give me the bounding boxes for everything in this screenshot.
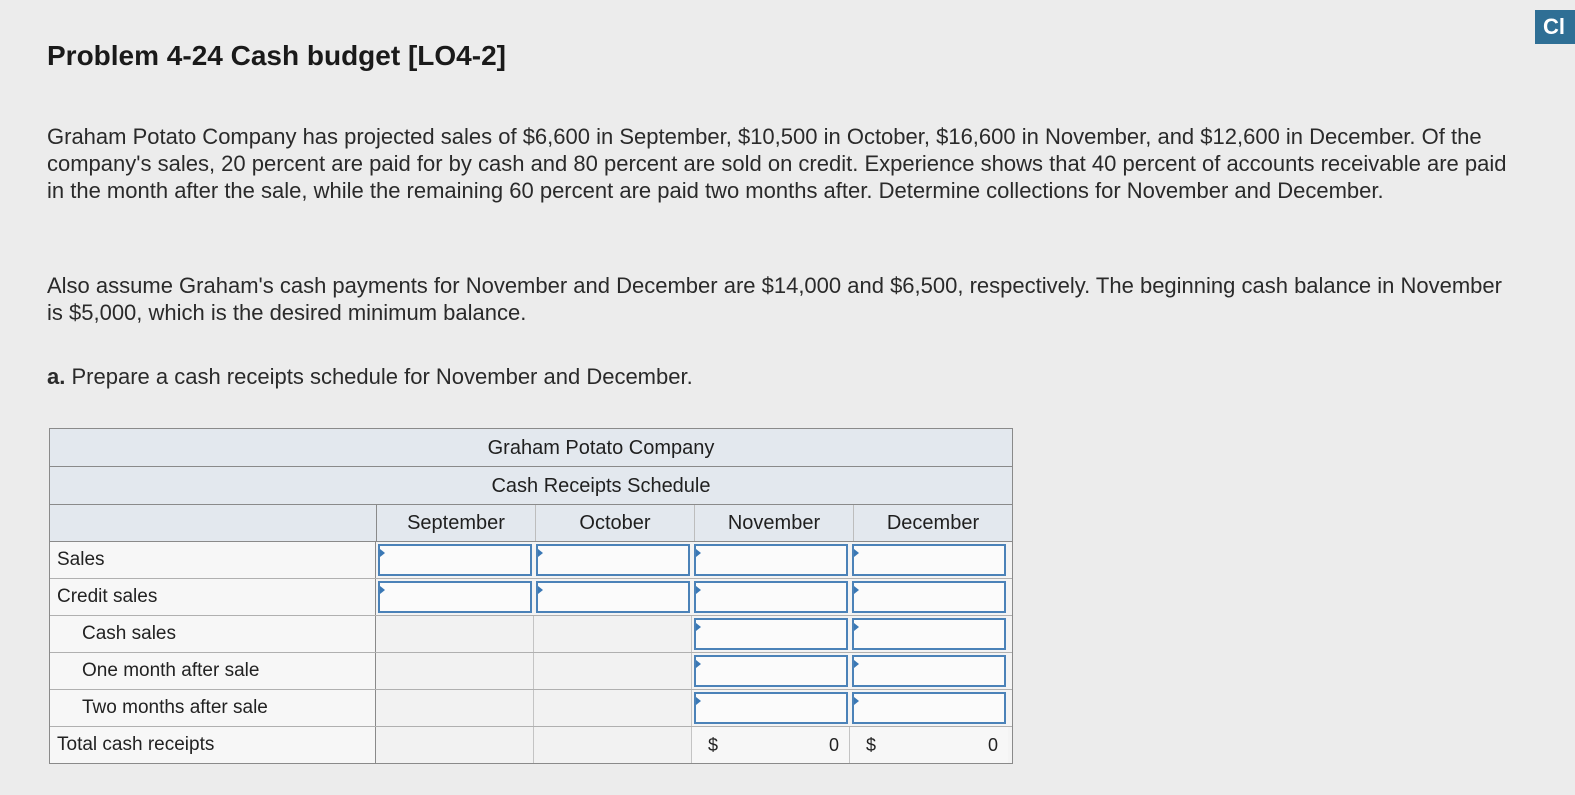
currency-symbol: $	[708, 734, 719, 755]
total-amount: 0	[987, 734, 998, 755]
row-label: Two months after sale	[50, 690, 376, 726]
one-month-december-input[interactable]	[852, 655, 1006, 687]
row-sales	[50, 542, 1012, 579]
total-october-cell	[534, 727, 692, 763]
total-november-value	[692, 727, 850, 763]
currency-symbol: $	[866, 734, 877, 755]
part-a-marker: a.	[47, 364, 66, 389]
cash-receipts-schedule	[49, 428, 1013, 764]
row-label: Sales	[50, 542, 376, 578]
row-credit-sales	[50, 579, 1012, 616]
header-stub	[50, 505, 377, 541]
row-two-months-after	[50, 690, 1012, 727]
row-total-cash-receipts	[50, 727, 1012, 763]
credit-sales-october-input[interactable]	[536, 581, 690, 613]
total-amount: 0	[828, 734, 839, 755]
cash-sales-september-cell	[376, 616, 534, 652]
cash-sales-december-input[interactable]	[852, 618, 1006, 650]
row-label: Cash sales	[50, 616, 376, 652]
month-header-november: November	[695, 505, 854, 541]
one-month-november-input[interactable]	[694, 655, 848, 687]
sales-october-input[interactable]	[536, 544, 690, 576]
month-header-october: October	[536, 505, 695, 541]
cash-sales-october-cell	[534, 616, 692, 652]
row-label: One month after sale	[50, 653, 376, 689]
month-header-row	[50, 505, 1012, 542]
row-cash-sales	[50, 616, 1012, 653]
row-label: Total cash receipts	[50, 727, 376, 763]
row-label: Credit sales	[50, 579, 376, 615]
corner-badge[interactable]: Cl	[1535, 10, 1575, 44]
credit-sales-september-input[interactable]	[378, 581, 532, 613]
problem-paragraph-1: Graham Potato Company has projected sales of $6,600 in September, $10,500 in October, $16,600 in November, and $12,600 in December. Of the company's sales, 20 percent are paid for by cash and 80 percent are sold on credit. Experience shows that 40 percent of accounts receivable are paid in the month after the sale, while the remaining 60 percent are paid two months after. Determine collections for November and December.	[47, 124, 1507, 203]
sales-november-input[interactable]	[694, 544, 848, 576]
problem-title: Problem 4-24 Cash budget [LO4-2]	[47, 40, 506, 71]
two-months-december-input[interactable]	[852, 692, 1006, 724]
two-months-november-input[interactable]	[694, 692, 848, 724]
two-months-september-cell	[376, 690, 534, 726]
schedule-title: Cash Receipts Schedule	[50, 467, 1012, 505]
one-month-october-cell	[534, 653, 692, 689]
part-a-text: Prepare a cash receipts schedule for November and December.	[71, 364, 693, 389]
schedule-company-name: Graham Potato Company	[50, 429, 1012, 467]
problem-paragraph-2: Also assume Graham's cash payments for November and December are $14,000 and $6,500, respectively. The beginning cash balance in November is $5,000, which is the desired minimum balance.	[47, 273, 1502, 325]
month-header-september: September	[377, 505, 536, 541]
part-a-instruction	[47, 364, 693, 390]
month-header-december: December	[886, 512, 980, 534]
total-september-cell	[376, 727, 534, 763]
credit-sales-november-input[interactable]	[694, 581, 848, 613]
two-months-october-cell	[534, 690, 692, 726]
total-december-value	[850, 727, 1008, 763]
sales-december-input[interactable]	[852, 544, 1006, 576]
one-month-september-cell	[376, 653, 534, 689]
row-one-month-after	[50, 653, 1012, 690]
credit-sales-december-input[interactable]	[852, 581, 1006, 613]
cash-sales-november-input[interactable]	[694, 618, 848, 650]
sales-september-input[interactable]	[378, 544, 532, 576]
